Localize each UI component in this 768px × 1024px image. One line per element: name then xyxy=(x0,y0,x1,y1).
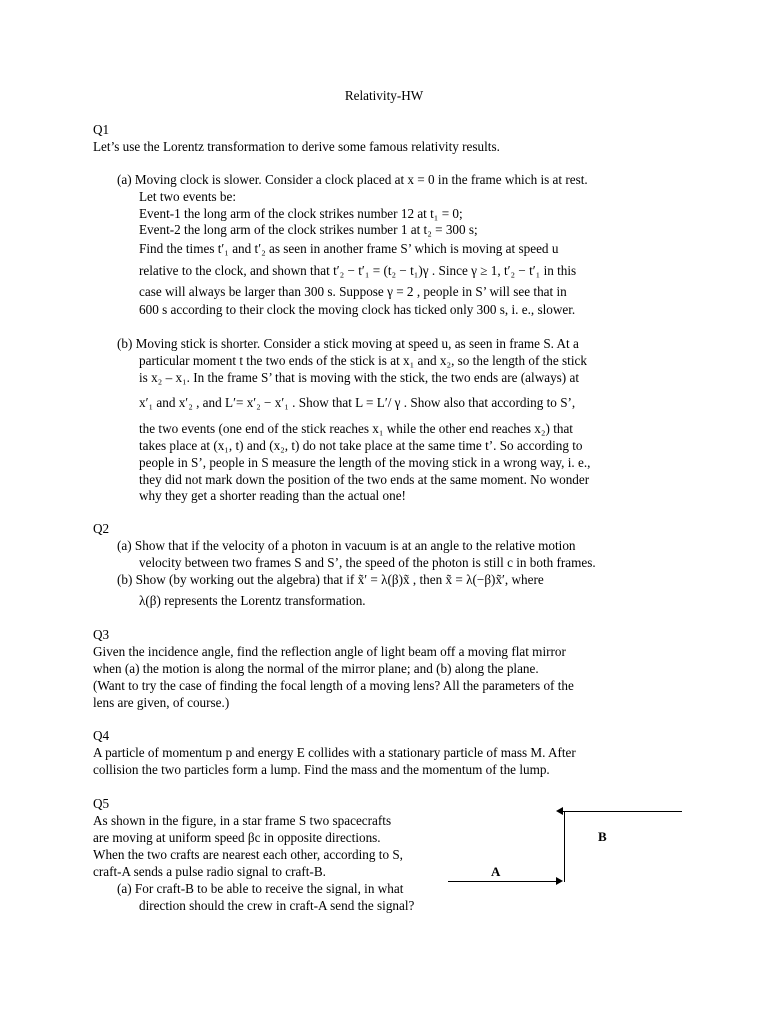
q4-heading: Q4 xyxy=(93,728,110,743)
q1a-line: (a) Moving clock is slower. Consider a clock placed at x = 0 in the frame which is at rest. xyxy=(117,172,588,187)
q2-line: velocity between two frames S and S’, the speed of the photon is still c in both frames. xyxy=(139,555,596,570)
page-title: Relativity-HW xyxy=(344,88,424,103)
q1b-line: (b) Moving stick is shorter. Consider a stick moving at speed u, as seen in frame S. At a xyxy=(117,336,579,351)
q3-line: lens are given, of course.) xyxy=(93,695,230,710)
q5-line: are moving at uniform speed βc in opposite directions. xyxy=(93,830,381,845)
q1a-line: Event-1 the long arm of the clock strikes number 12 at t₁ = 0; xyxy=(139,206,463,221)
craft-a-track xyxy=(448,881,556,882)
q2-line: (b) Show (by working out the algebra) that if x̃′ = λ(β)x̃ , then x̃ = λ(−β)x̃′, where xyxy=(117,572,544,587)
q1a-line: Let two events be: xyxy=(139,189,237,204)
q1a-line: Event-2 the long arm of the clock strikes number 1 at t₂ = 300 s; xyxy=(139,222,478,237)
q5-line: direction should the crew in craft-A send the signal? xyxy=(139,898,415,913)
q1b-line: they did not mark down the position of the two ends at the same moment. No wonder xyxy=(139,472,590,487)
q3-line: Given the incidence angle, find the reflection angle of light beam off a moving flat mirror xyxy=(93,644,566,659)
q5-line: As shown in the figure, in a star frame S two spacecrafts xyxy=(93,813,392,828)
q4-line: collision the two particles form a lump. Find the mass and the momentum of the lump. xyxy=(93,762,550,777)
q1b-line: x′₁ and x′₂ , and L′= x′₂ − x′₁ . Show that L = L′/ γ . Show also that according to S’, xyxy=(139,395,576,410)
q3-line: when (a) the motion is along the normal of the mirror plane; and (b) along the plane. xyxy=(93,661,539,676)
q1a-line: case will always be larger than 300 s. Suppose γ = 2 , people in S’ will see that in xyxy=(139,284,567,299)
q1b-line: the two events (one end of the stick reaches x₁ while the other end reaches x₂) that xyxy=(139,421,573,436)
q3-heading: Q3 xyxy=(93,627,110,642)
q5-heading: Q5 xyxy=(93,796,110,811)
q5-line: When the two crafts are nearest each other, according to S, xyxy=(93,847,403,862)
q1b-line: people in S’, people in S measure the length of the moving stick in a wrong way, i. e., xyxy=(139,455,591,470)
q2-line: λ(β) represents the Lorentz transformation. xyxy=(139,593,366,608)
q5-line: craft-A sends a pulse radio signal to craft-B. xyxy=(93,864,326,879)
craft-b-track xyxy=(562,811,682,812)
craft-a-label: A xyxy=(491,864,501,879)
q5-line: (a) For craft-B to be able to receive the signal, in what xyxy=(117,881,404,896)
q1b-line: takes place at (x₁, t) and (x₂, t) do not take place at the same time t’. So according to xyxy=(139,438,583,453)
q1-heading: Q1 xyxy=(93,122,110,137)
q2-heading: Q2 xyxy=(93,521,110,536)
q1a-line: relative to the clock, and shown that t′₂ − t′₁ = (t₂ − t₁)γ . Since γ ≥ 1, t′₂ − t′₁ in this xyxy=(139,263,577,278)
q4-line: A particle of momentum p and energy E collides with a stationary particle of mass M. After xyxy=(93,745,576,760)
craft-b-label: B xyxy=(598,829,607,844)
craft-b-arrow-icon xyxy=(556,807,563,815)
q1a-line: 600 s according to their clock the moving clock has ticked only 300 s, i. e., slower. xyxy=(139,302,576,317)
q3-line: (Want to try the case of finding the focal length of a moving lens? All the parameters of the xyxy=(93,678,574,693)
q2-line: (a) Show that if the velocity of a photon in vacuum is at an angle to the relative motion xyxy=(117,538,576,553)
q1b-line: particular moment t the two ends of the stick is at x₁ and x₂, so the length of the stick xyxy=(139,353,587,368)
q1b-line: why they get a shorter reading than the actual one! xyxy=(139,488,406,503)
q1a-line: Find the times t′₁ and t′₂ as seen in another frame S’ which is moving at speed u xyxy=(139,241,559,256)
separation-line xyxy=(564,811,565,882)
q1b-line: is x₂ – x₁. In the frame S’ that is moving with the stick, the two ends are (always) at xyxy=(139,370,580,385)
q1-intro: Let’s use the Lorentz transformation to derive some famous relativity results. xyxy=(93,139,500,154)
craft-a-arrow-icon xyxy=(556,877,563,885)
